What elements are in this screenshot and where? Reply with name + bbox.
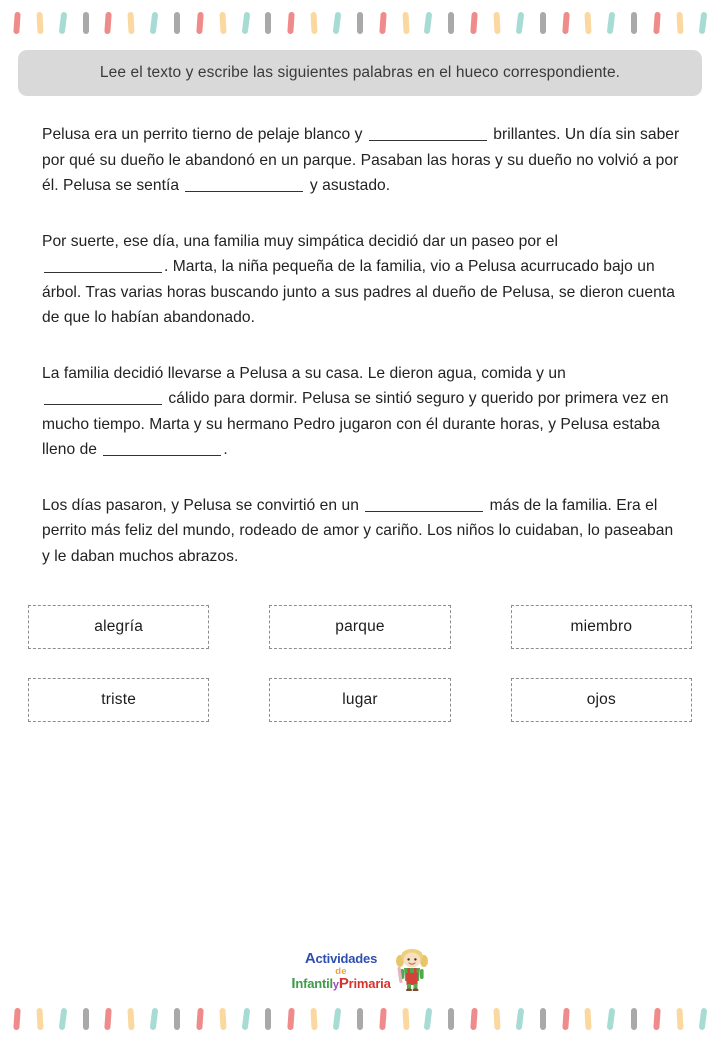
- top-border-tick: [585, 12, 592, 34]
- top-border-tick: [83, 12, 89, 34]
- top-border-tick: [150, 12, 159, 35]
- story-text-run: .: [223, 441, 228, 458]
- logo-conjunction: y: [332, 979, 339, 992]
- bottom-border-tick: [470, 1008, 478, 1030]
- paragraph-3: [42, 361, 682, 463]
- paragraph-2: [42, 229, 682, 331]
- answer-blank[interactable]: [369, 140, 487, 141]
- answer-blank[interactable]: [44, 272, 162, 273]
- top-border-tick: [288, 12, 296, 34]
- word-bank-item[interactable]: [511, 678, 692, 722]
- top-border-tick: [241, 12, 250, 35]
- top-border-tick: [676, 12, 683, 34]
- top-border-tick: [311, 12, 318, 34]
- bottom-border-tick: [676, 1008, 683, 1030]
- bottom-border-tick: [265, 1008, 271, 1030]
- bottom-border-tick: [698, 1008, 707, 1031]
- bottom-border-tick: [13, 1008, 21, 1030]
- bottom-border-tick: [607, 1008, 616, 1031]
- top-border-tick: [128, 12, 135, 34]
- bottom-border-tick: [540, 1008, 546, 1030]
- story-text-run: Pelusa era un perrito tierno de pelaje blanco y: [42, 126, 367, 143]
- word-bank-item[interactable]: [511, 605, 692, 649]
- logo-de: de: [335, 965, 347, 977]
- bottom-border-tick: [128, 1008, 135, 1030]
- top-border-tick: [448, 12, 454, 34]
- top-decorative-border: [0, 6, 720, 40]
- word-bank-item-label: miembro: [570, 618, 633, 635]
- bottom-border-tick: [311, 1008, 318, 1030]
- story-text-run: Por suerte, ese día, una familia muy simpática decidió dar un paseo por el: [42, 232, 558, 250]
- story-text-run: más de la familia. Era el perrito más feliz del mundo, rodeado de amor y cariño. Los niños lo cuidaban, lo paseaban y le daban muchos abrazos.: [42, 496, 674, 565]
- site-logo: [291, 947, 428, 996]
- paragraph-4: [42, 493, 682, 570]
- bottom-border-tick: [219, 1008, 226, 1030]
- story-text-run: La familia decidió llevarse a Pelusa a su casa. Le dieron agua, comida y un: [42, 364, 566, 382]
- bottom-border-tick: [585, 1008, 592, 1030]
- word-bank-item[interactable]: [269, 678, 450, 722]
- top-border-tick: [174, 12, 180, 34]
- word-bank-item-label: parque: [335, 618, 385, 635]
- story-text-run: cálido para dormir. Pelusa se sintió seguro y querido por primera vez en mucho tiempo. Marta y su hermano Pedro jugaron con él durante horas, y Pelusa estaba lleno de: [42, 390, 669, 458]
- answer-blank[interactable]: [103, 455, 221, 456]
- footer: [0, 722, 720, 1002]
- instruction-banner-wrapper: [0, 40, 720, 96]
- bottom-border-tick: [493, 1008, 500, 1030]
- instruction-text: Lee el texto y escribe las siguientes palabras en el hueco correspondiente.: [99, 64, 621, 81]
- word-bank-item-label: triste: [101, 691, 137, 708]
- bottom-border-tick: [424, 1008, 433, 1031]
- story-text-run: Los días pasaron, y Pelusa se convirtió en un: [42, 496, 364, 514]
- top-border-tick: [562, 12, 570, 34]
- top-border-tick: [357, 12, 363, 34]
- bottom-border-tick: [333, 1008, 342, 1031]
- top-border-tick: [493, 12, 500, 34]
- story-text-run: y asustado.: [305, 177, 391, 194]
- top-border-tick: [470, 12, 478, 34]
- top-border-tick: [105, 12, 113, 34]
- bottom-border-tick: [631, 1008, 637, 1030]
- story-text-run: . Marta, la niña pequeña de la familia, vio a Pelusa acurrucado bajo un árbol. Tras varias horas buscando junto a sus padres al dueño de Pelusa, se dieron cuenta de que lo habían abandonado.: [42, 258, 675, 326]
- word-bank-item-label: ojos: [586, 691, 616, 708]
- bottom-border-tick: [562, 1008, 570, 1030]
- logo-primaria: Primaria: [338, 975, 391, 993]
- mascot-child-icon: [395, 947, 429, 996]
- top-border-tick: [402, 12, 409, 34]
- top-border-tick: [516, 12, 525, 35]
- top-border-tick: [13, 12, 21, 34]
- answer-blank[interactable]: [365, 511, 483, 512]
- bottom-border-tick: [288, 1008, 296, 1030]
- bottom-border-tick: [58, 1008, 67, 1031]
- word-bank-item-label: alegría: [94, 618, 144, 635]
- logo-infantil-y-primaria: [291, 976, 390, 991]
- bottom-border-tick: [196, 1008, 204, 1030]
- bottom-border-tick: [516, 1008, 525, 1031]
- logo-text: [291, 951, 390, 991]
- story-text-run: brillantes. Un día sin saber por qué su dueño le abandonó en un parque. Pasaban las horas y su dueño no volvió a por él. Pelusa se sentía: [42, 126, 680, 194]
- bottom-border-tick: [379, 1008, 387, 1030]
- top-border-tick: [265, 12, 271, 34]
- top-border-tick: [36, 12, 43, 34]
- story-text: [0, 96, 720, 569]
- paragraph-1: [42, 122, 682, 199]
- top-border-tick: [424, 12, 433, 35]
- bottom-border-tick: [402, 1008, 409, 1030]
- bottom-border-tick: [174, 1008, 180, 1030]
- top-border-tick: [540, 12, 546, 34]
- word-bank-item[interactable]: [28, 605, 209, 649]
- bottom-border-tick: [241, 1008, 250, 1031]
- bottom-border-tick: [105, 1008, 113, 1030]
- word-bank: [0, 569, 720, 722]
- bottom-border-tick: [83, 1008, 89, 1030]
- logo-infantil: Infantil: [291, 975, 333, 993]
- logo-actividades: Actividades: [304, 950, 378, 968]
- top-border-tick: [607, 12, 616, 35]
- bottom-border-tick: [36, 1008, 43, 1030]
- word-bank-item-label: lugar: [342, 691, 378, 708]
- top-border-tick: [698, 12, 707, 35]
- word-bank-item[interactable]: [28, 678, 209, 722]
- bottom-decorative-border: [0, 1002, 720, 1036]
- top-border-tick: [219, 12, 226, 34]
- instruction-banner: [18, 50, 702, 96]
- top-border-tick: [653, 12, 661, 34]
- bottom-border-tick: [150, 1008, 159, 1031]
- word-bank-item[interactable]: [269, 605, 450, 649]
- top-border-tick: [333, 12, 342, 35]
- top-border-tick: [631, 12, 637, 34]
- bottom-border-tick: [448, 1008, 454, 1030]
- top-border-tick: [58, 12, 67, 35]
- answer-blank[interactable]: [44, 404, 162, 405]
- answer-blank[interactable]: [185, 191, 303, 192]
- top-border-tick: [196, 12, 204, 34]
- bottom-border-tick: [653, 1008, 661, 1030]
- bottom-border-tick: [357, 1008, 363, 1030]
- top-border-tick: [379, 12, 387, 34]
